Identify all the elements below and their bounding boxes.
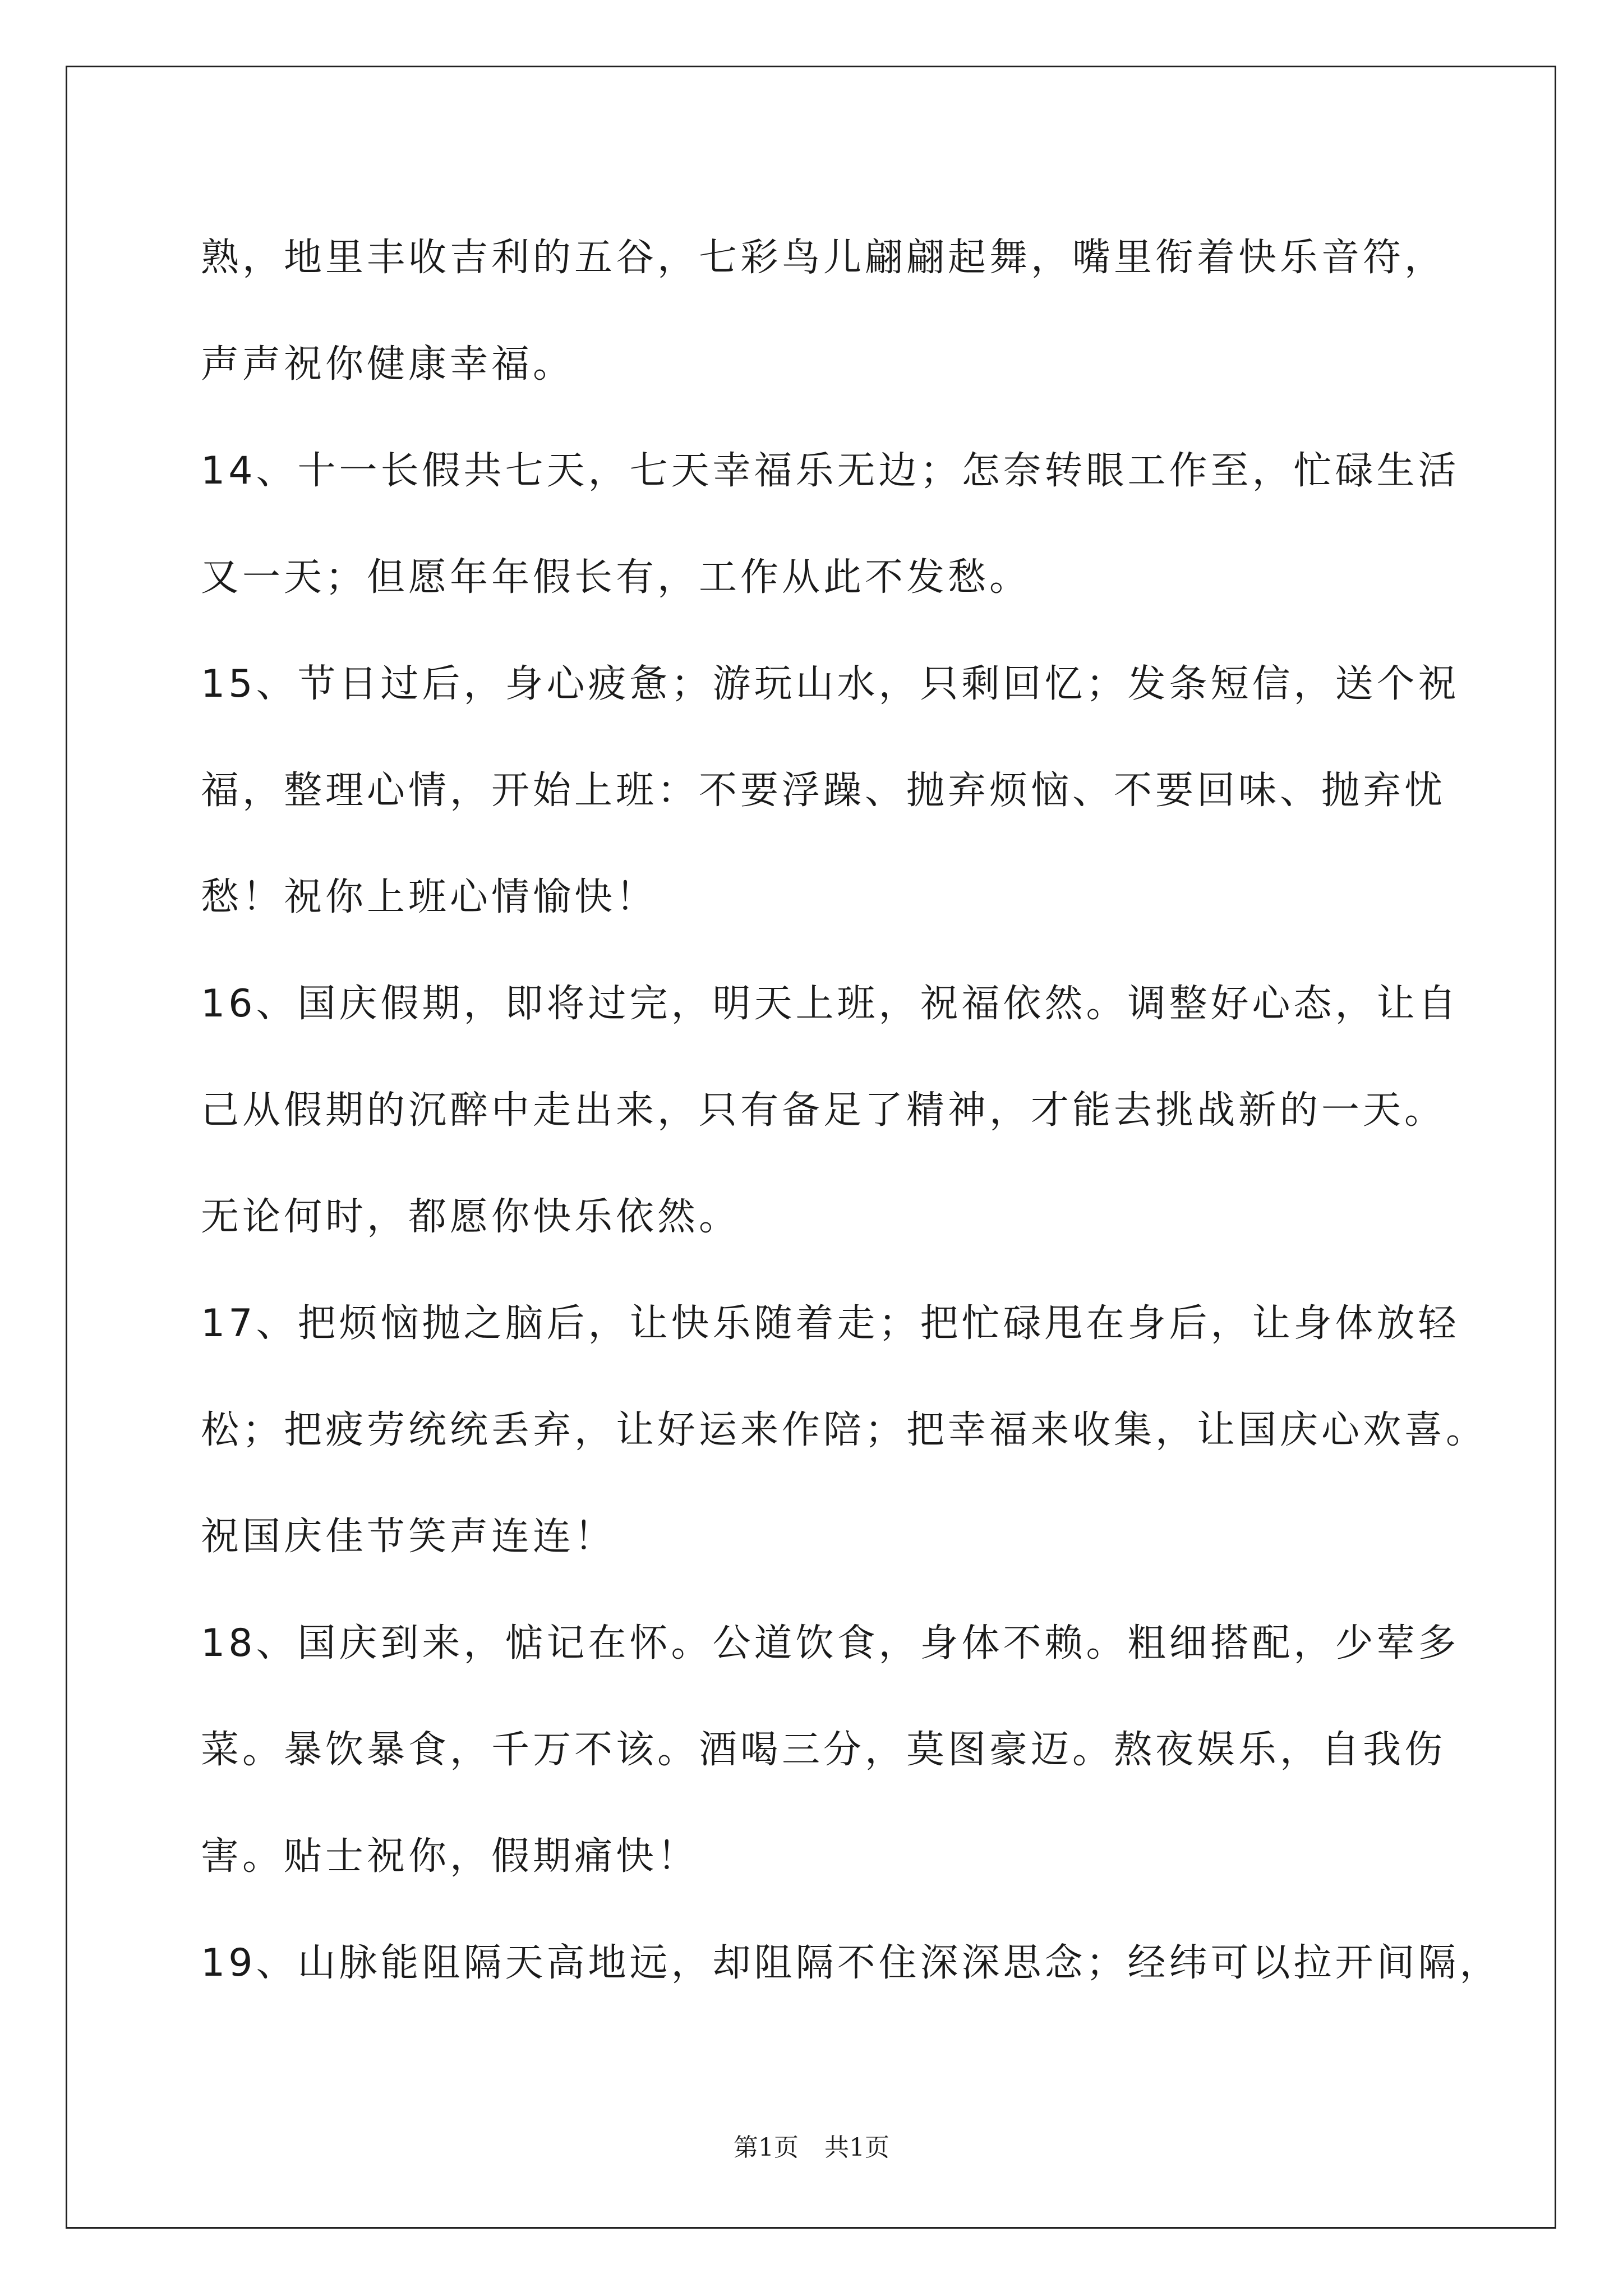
text-line: 福，整理心情，开始上班：不要浮躁、抛弃烦恼、不要回味、抛弃忧	[201, 769, 1446, 813]
text-line: 己从假期的沉醉中走出来，只有备足了精神，才能去挑战新的一天。	[201, 1088, 1446, 1133]
text-line: 熟，地里丰收吉利的五谷，七彩鸟儿翩翩起舞，嘴里衔着快乐音符，	[201, 236, 1446, 280]
text-line: 菜。暴饮暴食，千万不该。酒喝三分，莫图豪迈。熬夜娱乐，自我伤	[201, 1728, 1446, 1772]
text-line: 17、把烦恼抛之脑后，让快乐随着走；把忙碌甩在身后，让身体放轻	[201, 1301, 1460, 1346]
page-footer	[0, 2127, 1623, 2163]
text-line: 18、国庆到来，惦记在怀。公道饮食，身体不赖。粗细搭配，少荤多	[201, 1621, 1460, 1665]
document-body	[201, 205, 1501, 2017]
text-line: 16、国庆假期，即将过完，明天上班，祝福依然。调整好心态，让自	[201, 982, 1460, 1026]
text-line: 又一天；但愿年年假长有，工作从此不发愁。	[201, 555, 1031, 600]
text-line: 无论何时，都愿你快乐依然。	[201, 1195, 741, 1239]
text-line: 愁！祝你上班心情愉快！	[201, 875, 658, 919]
text-line: 害。贴士祝你，假期痛快！	[201, 1834, 699, 1879]
page-number: 第1页	[734, 2133, 799, 2162]
text-line: 15、节日过后，身心疲惫；游玩山水，只剩回忆；发条短信，送个祝	[201, 662, 1460, 706]
page-total: 共1页	[824, 2133, 889, 2162]
text-line: 19、山脉能阻隔天高地远，却阻隔不住深深思念；经纬可以拉开间隔，	[201, 1941, 1501, 1985]
text-line: 14、十一长假共七天，七天幸福乐无边；怎奈转眼工作至，忙碌生活	[201, 449, 1460, 493]
text-line: 松；把疲劳统统丢弃，让好运来作陪；把幸福来收集，让国庆心欢喜。	[201, 1408, 1488, 1452]
text-line: 祝国庆佳节笑声连连！	[201, 1515, 616, 1559]
text-line: 声声祝你健康幸福。	[201, 342, 575, 386]
